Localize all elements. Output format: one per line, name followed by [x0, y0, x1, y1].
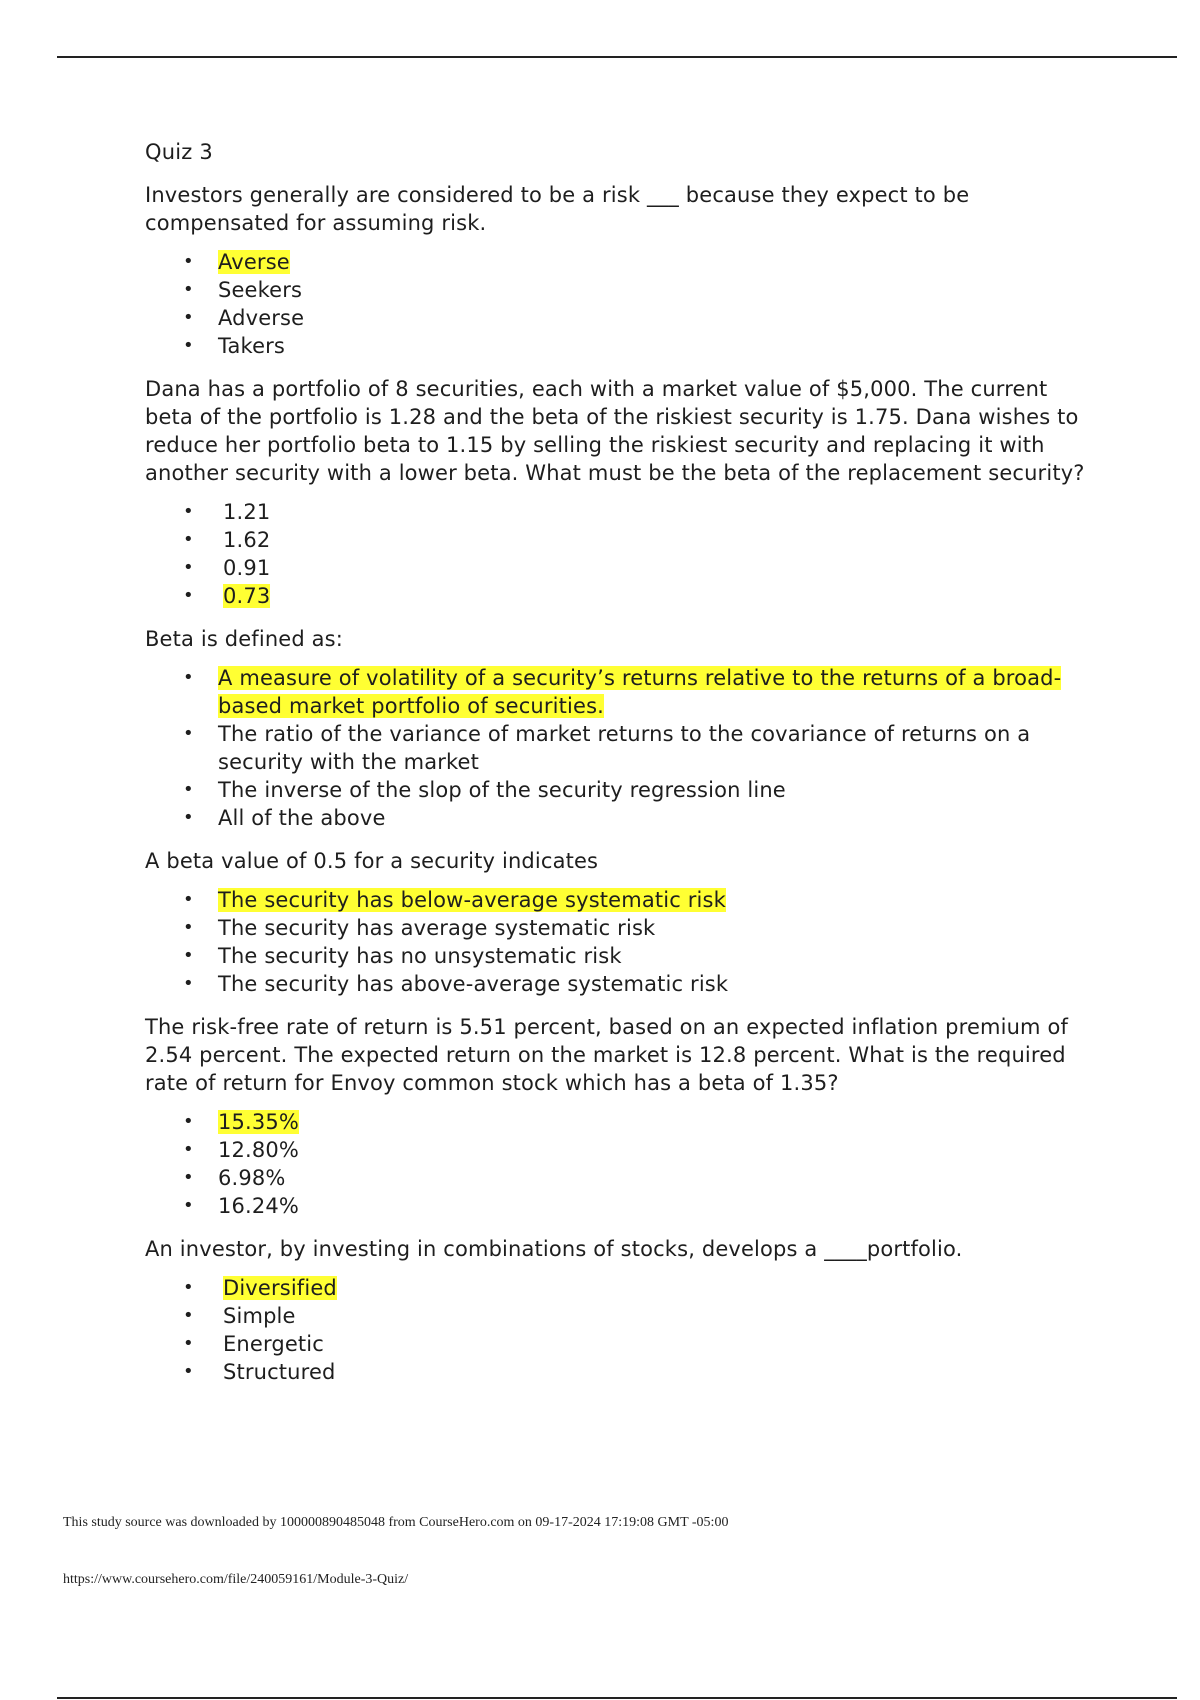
bullet-icon: • — [183, 945, 194, 966]
bullet-icon: • — [183, 1195, 194, 1216]
option-label: The inverse of the slop of the security regression line — [218, 778, 786, 802]
question-5: The risk-free rate of return is 5.51 percent, based on an expected inflation premium of 2.54 percent. The expected return on the market is 12.8 percent. What is the required rate of return for Envoy common stock which has a beta of 1.35? — [145, 1015, 1069, 1095]
option — [145, 886, 1095, 914]
option — [145, 720, 1095, 776]
bullet-icon: • — [183, 667, 194, 688]
question-6: An investor, by investing in combinations of stocks, develops a ____portfolio. — [145, 1237, 963, 1261]
option-label: The security has no unsystematic risk — [218, 944, 622, 968]
option — [145, 970, 1095, 998]
bullet-icon: • — [183, 1361, 194, 1382]
option-label: 6.98% — [218, 1166, 286, 1190]
option-label: 15.35% — [218, 1110, 299, 1134]
option — [145, 1192, 1095, 1220]
download-source-note: This study source was downloaded by 100000890485048 from CourseHero.com on 09-17-2024 17:19:08 GMT -05:00 — [63, 1515, 729, 1530]
option-label: 12.80% — [218, 1138, 299, 1162]
bullet-icon: • — [183, 973, 194, 994]
bottom-rule — [57, 1697, 1177, 1699]
bullet-icon: • — [183, 279, 194, 300]
bullet-icon: • — [183, 1305, 194, 1326]
option — [145, 1136, 1095, 1164]
option — [145, 1274, 1095, 1302]
option — [145, 1358, 1095, 1386]
options-list-5 — [145, 1108, 1095, 1220]
option-label: Seekers — [218, 278, 303, 302]
bullet-icon: • — [183, 1167, 194, 1188]
option — [145, 1330, 1095, 1358]
option — [145, 526, 1095, 554]
option-label: Takers — [218, 334, 286, 358]
option — [145, 498, 1095, 526]
option-label: All of the above — [218, 806, 386, 830]
bullet-icon: • — [183, 251, 194, 272]
bullet-icon: • — [183, 889, 194, 910]
options-list-2 — [145, 498, 1095, 610]
bullet-icon: • — [183, 529, 194, 550]
option-label: Structured — [223, 1360, 336, 1384]
option — [145, 804, 1095, 832]
bullet-icon: • — [183, 779, 194, 800]
bullet-icon: • — [183, 807, 194, 828]
option — [145, 582, 1095, 610]
question-3: Beta is defined as: — [145, 627, 344, 651]
option-label: Adverse — [218, 306, 305, 330]
option-label: 16.24% — [218, 1194, 299, 1218]
question-1: Investors generally are considered to be a risk ___ because they expect to be compensated for assuming risk. — [145, 183, 970, 235]
option — [145, 1302, 1095, 1330]
option-label: A measure of volatility of a security’s returns relative to the returns of a broad-based market portfolio of securities. — [218, 666, 1062, 718]
option — [145, 332, 1095, 360]
bullet-icon: • — [183, 307, 194, 328]
bullet-icon: • — [183, 501, 194, 522]
bullet-icon: • — [183, 1277, 194, 1298]
question-4: A beta value of 0.5 for a security indicates — [145, 849, 599, 873]
option — [145, 776, 1095, 804]
option-label: The security has average systematic risk — [218, 916, 656, 940]
bullet-icon: • — [183, 1139, 194, 1160]
options-list-1 — [145, 248, 1095, 360]
quiz-document — [145, 138, 1095, 1401]
page-title: Quiz 3 — [145, 140, 213, 164]
bullet-icon: • — [183, 585, 194, 606]
option-label: 1.62 — [223, 528, 271, 552]
option-label: The security has below-average systematic risk — [218, 888, 726, 912]
option — [145, 1108, 1095, 1136]
bullet-icon: • — [183, 335, 194, 356]
option-label: 0.73 — [223, 584, 271, 608]
options-list-6 — [145, 1274, 1095, 1386]
option-label: Energetic — [223, 1332, 324, 1356]
option-label: 0.91 — [223, 556, 271, 580]
option — [145, 942, 1095, 970]
option — [145, 914, 1095, 942]
bullet-icon: • — [183, 917, 194, 938]
option-label: 1.21 — [223, 500, 271, 524]
source-url: https://www.coursehero.com/file/240059161/Module-3-Quiz/ — [63, 1572, 409, 1587]
option-label: Diversified — [223, 1276, 337, 1300]
option — [145, 304, 1095, 332]
option — [145, 248, 1095, 276]
bullet-icon: • — [183, 1333, 194, 1354]
top-rule — [57, 56, 1177, 58]
bullet-icon: • — [183, 557, 194, 578]
option-label: The security has above-average systematic risk — [218, 972, 729, 996]
bullet-icon: • — [183, 1111, 194, 1132]
bullet-icon: • — [183, 723, 194, 744]
question-2: Dana has a portfolio of 8 securities, each with a market value of $5,000. The current beta of the portfolio is 1.28 and the beta of the riskiest security is 1.75. Dana wishes to reduce her portfolio beta to 1.15 by selling the riskiest security and replacing it with another security with a lower beta. What must be the beta of the replacement security? — [145, 377, 1085, 485]
options-list-3 — [145, 664, 1095, 832]
option — [145, 664, 1095, 720]
option — [145, 554, 1095, 582]
option-label: The ratio of the variance of market returns to the covariance of returns on a security with the market — [218, 722, 1031, 774]
option — [145, 276, 1095, 304]
option-label: Simple — [223, 1304, 296, 1328]
options-list-4 — [145, 886, 1095, 998]
option-label: Averse — [218, 250, 290, 274]
option — [145, 1164, 1095, 1192]
